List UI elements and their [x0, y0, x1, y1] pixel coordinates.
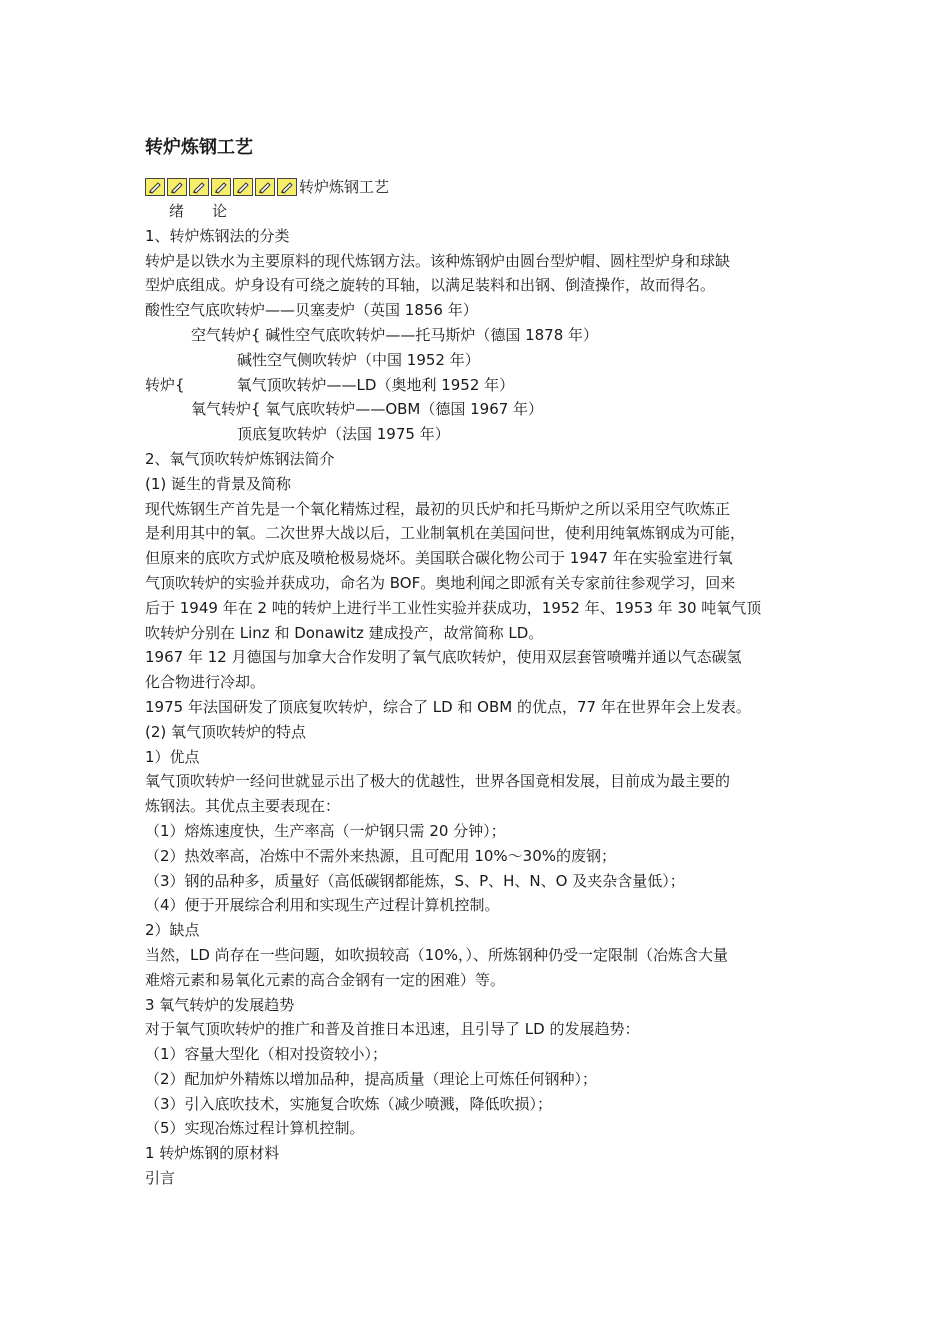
document-page: [145, 135, 815, 1191]
text-line: 对于氧气顶吹转炉的推广和普及首推日本迅速，且引导了 LD 的发展趋势：: [145, 1020, 640, 1039]
subtitle-text: 转炉炼钢工艺: [299, 178, 390, 196]
text-line: 转炉是以铁水为主要原料的现代炼钢方法。该种炼钢炉由圆台型炉帽、圆柱型炉身和球缺: [145, 251, 731, 270]
text-line: 后于 1949 年在 2 吨的转炉上进行半工业性实验并获成功，1952 年、1953 年 30 吨氧气顶: [145, 598, 762, 617]
text-line: 2）缺点: [145, 921, 200, 940]
text-line: 3 氧气转炉的发展趋势: [145, 995, 295, 1014]
text-line: 1）优点: [145, 747, 200, 766]
text-line: （1）熔炼速度快，生产率高（一炉钢只需 20 分钟）；: [145, 821, 506, 840]
decorative-icon-strip: [145, 178, 299, 196]
text-line: 炼钢法。其优点主要表现在：: [145, 797, 341, 816]
text-line: 引言: [145, 1169, 176, 1188]
text-line: 酸性空气底吹转炉——贝塞麦炉（英国 1856 年）: [145, 301, 478, 320]
text-line: （1）容量大型化（相对投资较小）；: [145, 1045, 388, 1064]
text-line: 1 转炉炼钢的原材料: [145, 1144, 280, 1163]
text-line: (2) 氧气顶吹转炉的特点: [145, 722, 307, 741]
intro-heading: 绪 论: [169, 202, 228, 220]
pencil-icon: [167, 178, 187, 196]
text-line: 氧气顶吹转炉一经问世就显示出了极大的优越性，世界各国竟相发展，目前成为最主要的: [145, 772, 731, 791]
pencil-icon: [189, 178, 209, 196]
text-line: 顶底复吹转炉（法国 1975 年）: [237, 425, 450, 444]
text-line: 空气转炉{ 碱性空气底吹转炉——托马斯炉（德国 1878 年）: [191, 325, 599, 344]
text-line: 是利用其中的氧。二次世界大战以后，工业制氧机在美国问世，使利用纯氧炼钢成为可能，: [145, 524, 746, 543]
page-title: 转炉炼钢工艺: [145, 137, 253, 158]
text-line: 2、氧气顶吹转炉炼钢法简介: [145, 449, 335, 468]
text-line: 当然，LD 尚存在一些问题，如吹损较高（10%，）、所炼钢种仍受一定限制（冶炼含大量: [145, 945, 729, 964]
text-line: 碱性空气侧吹转炉（中国 1952 年）: [237, 350, 480, 369]
text-line: （2）配加炉外精炼以增加品种，提高质量（理论上可炼任何钢种）；: [145, 1069, 598, 1088]
text-line: 但原来的底吹方式炉底及喷枪极易烧坏。美国联合碳化物公司于 1947 年在实验室进行氧: [145, 549, 733, 568]
text-line: 气顶吹转炉的实验并获成功，命名为 BOF。奥地利闻之即派有关专家前往参观学习，回来: [145, 573, 736, 592]
text-line: 化合物进行冷却。: [145, 673, 266, 692]
text-line: 1975 年法国研发了顶底复吹转炉，综合了 LD 和 OBM 的优点，77 年在世界年会上发表。: [145, 697, 751, 716]
text-line: 转炉{ 氧气顶吹转炉——LD（奥地利 1952 年）: [145, 375, 515, 394]
text-line: 难熔元素和易氧化元素的高合金钢有一定的困难）等。: [145, 970, 506, 989]
pencil-icon: [277, 178, 297, 196]
text-line: （3）引入底吹技术，实施复合吹炼（减少喷溅，降低吹损）；: [145, 1094, 553, 1113]
text-line: （5）实现冶炼过程计算机控制。: [145, 1119, 365, 1138]
text-line: （3）钢的品种多，质量好（高低碳钢都能炼，S、P、H、N、O 及夹杂含量低）；: [145, 871, 685, 890]
pencil-icon: [233, 178, 253, 196]
text-line: (1) 诞生的背景及简称: [145, 474, 292, 493]
text-line: （4）便于开展综合利用和实现生产过程计算机控制。: [145, 896, 500, 915]
pencil-icon: [211, 178, 231, 196]
text-line: 吹转炉分别在 Linz 和 Donawitz 建成投产，故常简称 LD。: [145, 623, 544, 642]
text-line: 现代炼钢生产首先是一个氧化精炼过程，最初的贝氏炉和托马斯炉之所以采用空气吹炼正: [145, 499, 731, 518]
text-line: 1、转炉炼钢法的分类: [145, 226, 290, 245]
text-line: 氧气转炉{ 氧气底吹转炉——OBM（德国 1967 年）: [191, 400, 544, 419]
text-line: （2）热效率高，冶炼中不需外来热源，且可配用 10%～30%的废钢；: [145, 846, 616, 865]
text-line: 型炉底组成。炉身设有可绕之旋转的耳轴，以满足装料和出钢、倒渣操作，故而得名。: [145, 276, 716, 295]
icon-row: [145, 175, 815, 199]
text-line: 1967 年 12 月德国与加拿大合作发明了氧气底吹转炉，使用双层套管喷嘴并通以气态碳氢: [145, 648, 742, 667]
pencil-icon: [145, 178, 165, 196]
pencil-icon: [255, 178, 275, 196]
